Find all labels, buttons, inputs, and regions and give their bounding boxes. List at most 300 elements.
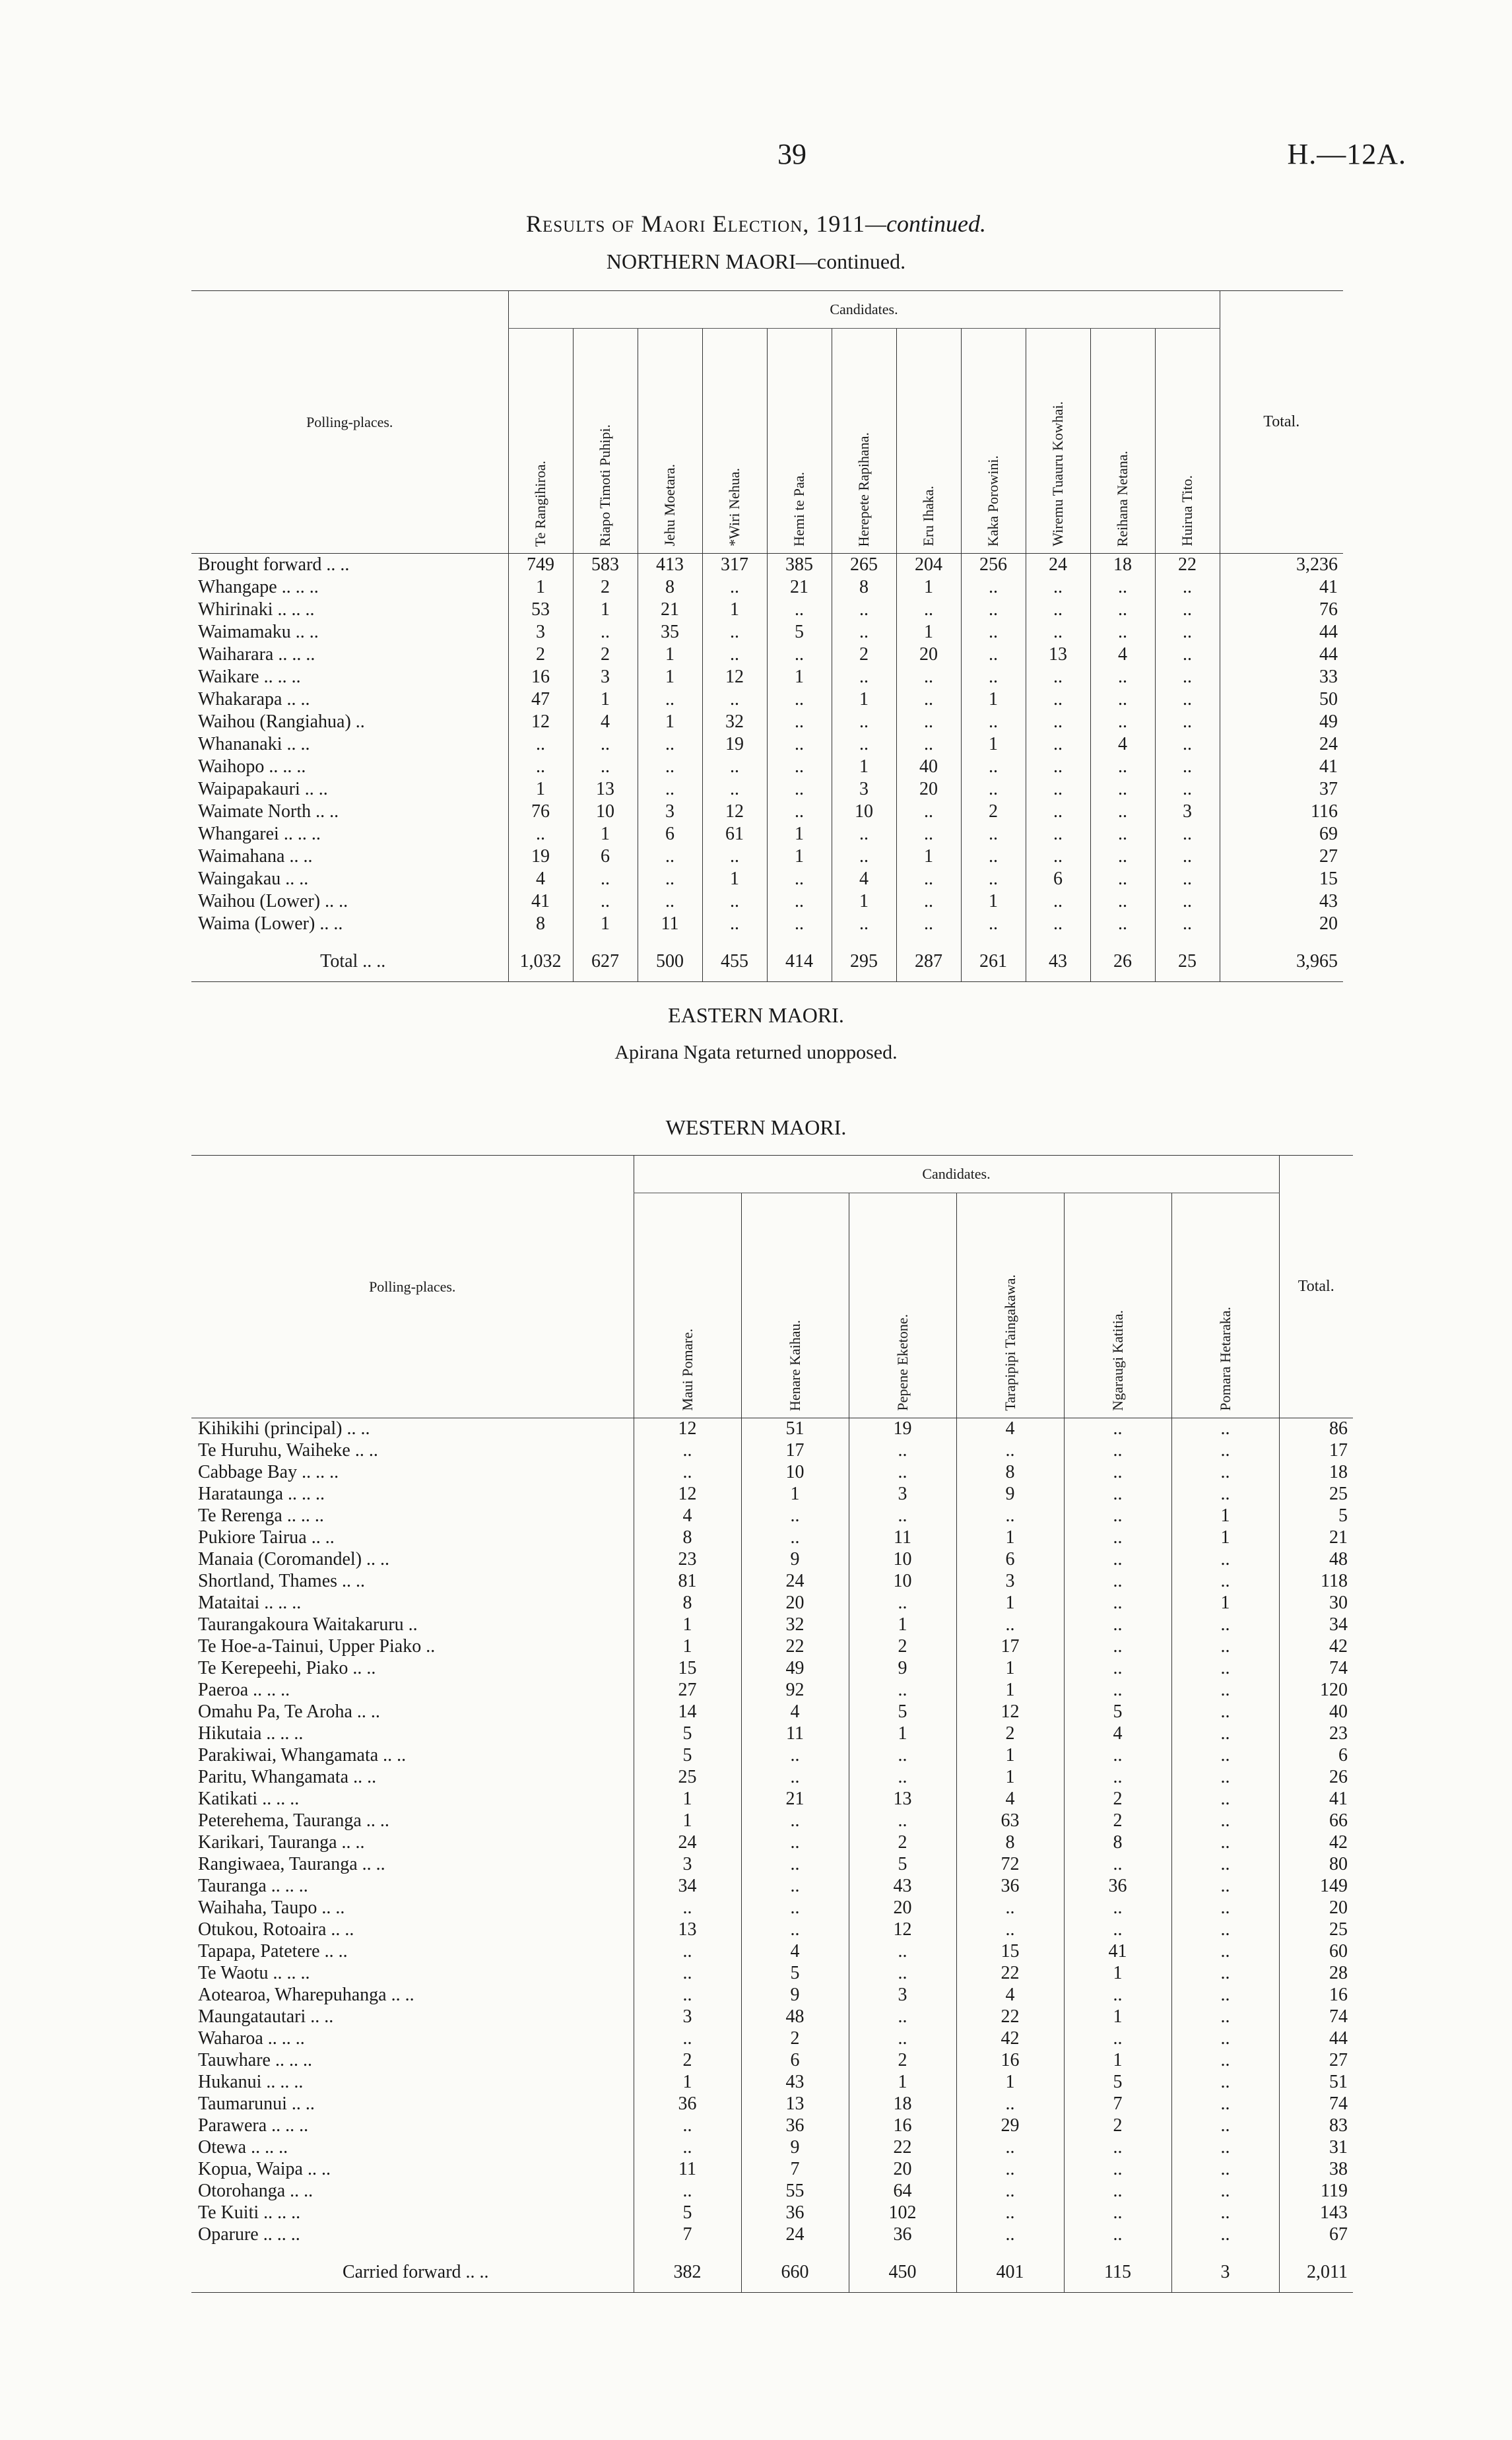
polling-place-name: Kihikihi (principal) .. ..	[191, 1418, 634, 1440]
polling-place-name: Waimate North .. ..	[198, 801, 339, 822]
vote-count: 20	[896, 643, 961, 666]
row-total: 69	[1220, 823, 1343, 845]
polling-place-name: Omahu Pa, Te Aroha .. ..	[198, 1701, 380, 1722]
vote-count: ..	[849, 1505, 956, 1527]
row-total: 27	[1279, 2050, 1353, 2072]
vote-count: 20	[849, 2159, 956, 2181]
vote-count: 2	[849, 1636, 956, 1658]
vote-count: 4	[956, 1418, 1064, 1440]
vote-count: ..	[702, 576, 767, 599]
vote-count: 36	[1064, 1876, 1171, 1897]
vote-count: ..	[1171, 2050, 1279, 2072]
vote-count: 32	[741, 1614, 849, 1636]
vote-count: 1	[573, 823, 638, 845]
vote-count: 19	[702, 733, 767, 756]
vote-count: ..	[767, 890, 832, 913]
vote-count: 14	[634, 1701, 741, 1723]
vote-count: ..	[767, 711, 832, 733]
vote-count: ..	[1064, 2159, 1171, 2181]
vote-count: 8	[1064, 1832, 1171, 1854]
vote-count: ..	[741, 1854, 849, 1876]
vote-count: 8	[956, 1462, 1064, 1484]
vote-count: ..	[961, 599, 1026, 621]
vote-count: ..	[634, 1963, 741, 1985]
vote-count: ..	[1064, 1440, 1171, 1462]
vote-count: ..	[1064, 1919, 1171, 1941]
candidate-name-header	[741, 1193, 849, 1418]
vote-count: 1	[849, 1614, 956, 1636]
candidate-name: Pepene Eketone.	[894, 1314, 911, 1411]
polling-place-name: Mataitai .. .. ..	[198, 1593, 302, 1613]
vote-count: ..	[1090, 823, 1155, 845]
candidate-name: Ngaraugi Katitia.	[1109, 1310, 1126, 1411]
polling-place-name: Waipapakauri .. ..	[198, 778, 328, 799]
polling-place-name: Parawera .. .. ..	[198, 2115, 309, 2136]
vote-count: 1	[956, 1593, 1064, 1614]
row-total: 31	[1279, 2137, 1353, 2159]
polling-place-name: Taurangakoura Waitakaruru ..	[198, 1614, 418, 1635]
vote-count: ..	[767, 801, 832, 823]
vote-count: 3	[573, 666, 638, 688]
row-total: 3,236	[1220, 554, 1343, 576]
vote-count: 2	[849, 2050, 956, 2072]
vote-count: 9	[741, 2137, 849, 2159]
vote-count: ..	[1171, 1810, 1279, 1832]
vote-count: 12	[702, 801, 767, 823]
vote-count: 3	[634, 2006, 741, 2028]
polling-place-name: Oparure .. .. ..	[198, 2224, 300, 2245]
vote-count: 3	[638, 801, 702, 823]
table-row	[191, 845, 1343, 868]
vote-count: 385	[767, 554, 832, 576]
title-trail: —continued.	[865, 211, 987, 237]
vote-count: ..	[508, 823, 573, 845]
vote-count: ..	[1026, 845, 1090, 868]
vote-count: 7	[634, 2224, 741, 2246]
polling-place-name: Harataunga .. .. ..	[198, 1484, 325, 1504]
table-row	[191, 2094, 1353, 2115]
vote-count: ..	[1171, 2115, 1279, 2137]
grand-total: 2,011	[1279, 2246, 1353, 2293]
vote-count: ..	[1171, 2137, 1279, 2159]
vote-count: 9	[741, 1985, 849, 2006]
vote-count: ..	[741, 1767, 849, 1789]
vote-count: ..	[1026, 801, 1090, 823]
vote-count: 12	[634, 1418, 741, 1440]
polling-place-name: Waihaha, Taupo .. ..	[198, 1897, 345, 1918]
row-total: 50	[1220, 688, 1343, 711]
vote-count: 12	[956, 1701, 1064, 1723]
vote-count: 2	[961, 801, 1026, 823]
vote-count: ..	[1171, 1919, 1279, 1941]
row-total: 149	[1279, 1876, 1353, 1897]
polling-place-name: Waimamaku .. ..	[198, 621, 319, 642]
vote-count: ..	[956, 2094, 1064, 2115]
vote-count: 34	[634, 1876, 741, 1897]
vote-count: 1	[896, 845, 961, 868]
vote-count: ..	[1171, 1614, 1279, 1636]
vote-count: ..	[1155, 576, 1220, 599]
vote-count: ..	[1026, 688, 1090, 711]
vote-count: 15	[634, 1658, 741, 1680]
candidate-total: 401	[956, 2246, 1064, 2293]
vote-count: 48	[741, 2006, 849, 2028]
vote-count: 749	[508, 554, 573, 576]
row-total: 74	[1279, 1658, 1353, 1680]
row-total: 44	[1220, 643, 1343, 666]
total-label: Carried forward .. ..	[191, 2246, 634, 2293]
page-number: 39	[777, 138, 806, 170]
vote-count: ..	[638, 845, 702, 868]
polling-place-name: Pukiore Tairua .. ..	[198, 1527, 335, 1548]
row-total: 60	[1279, 1941, 1353, 1963]
table-row	[191, 778, 1343, 801]
vote-count: ..	[1064, 1680, 1171, 1701]
candidate-total: 414	[767, 935, 832, 982]
row-total: 5	[1279, 1505, 1353, 1527]
vote-count: ..	[1155, 711, 1220, 733]
vote-count: ..	[832, 666, 896, 688]
row-total: 44	[1220, 621, 1343, 643]
vote-count: ..	[741, 1832, 849, 1854]
document-reference: H.—12A.	[1287, 138, 1406, 170]
candidate-name: Te Rangihiroa.	[532, 460, 548, 546]
vote-count: ..	[702, 621, 767, 643]
vote-count: 5	[1064, 1701, 1171, 1723]
vote-count: 1	[634, 1789, 741, 1810]
vote-count: ..	[1171, 1440, 1279, 1462]
table-row	[191, 1854, 1353, 1876]
vote-count: ..	[1090, 845, 1155, 868]
table-row	[191, 1919, 1353, 1941]
vote-count: ..	[961, 576, 1026, 599]
vote-count: 92	[741, 1680, 849, 1701]
vote-count: 256	[961, 554, 1026, 576]
vote-count: 5	[634, 1723, 741, 1745]
row-total: 116	[1220, 801, 1343, 823]
vote-count: ..	[767, 913, 832, 935]
vote-count: ..	[702, 688, 767, 711]
vote-count: 3	[634, 1854, 741, 1876]
table-row	[191, 1614, 1353, 1636]
vote-count: ..	[634, 1897, 741, 1919]
vote-count: ..	[741, 1897, 849, 1919]
vote-count: ..	[1064, 1658, 1171, 1680]
vote-count: ..	[1155, 778, 1220, 801]
vote-count: 1	[956, 1745, 1064, 1767]
candidate-name-header	[832, 329, 896, 554]
table-row	[191, 1636, 1353, 1658]
row-total: 49	[1220, 711, 1343, 733]
vote-count: 64	[849, 2181, 956, 2202]
polling-place-name: Waharoa .. .. ..	[198, 2028, 305, 2049]
polling-place-name: Whakarapa .. ..	[198, 688, 310, 709]
vote-count: ..	[961, 778, 1026, 801]
vote-count: 17	[956, 1636, 1064, 1658]
vote-count: ..	[1026, 733, 1090, 756]
polling-place-name: Waima (Lower) .. ..	[198, 913, 343, 934]
vote-count: ..	[956, 1897, 1064, 1919]
vote-count: ..	[1064, 2224, 1171, 2246]
vote-count: ..	[1171, 2028, 1279, 2050]
vote-count: ..	[634, 1440, 741, 1462]
vote-count: ..	[1064, 1571, 1171, 1593]
polling-place-name: Waihou (Lower) .. ..	[198, 890, 348, 911]
candidate-name-header	[1155, 329, 1220, 554]
vote-count: 3	[832, 778, 896, 801]
polling-place-name: Tapapa, Patetere .. ..	[198, 1941, 348, 1962]
vote-count: 1	[961, 733, 1026, 756]
vote-count: ..	[1171, 2181, 1279, 2202]
vote-count: 4	[634, 1505, 741, 1527]
vote-count: ..	[1171, 1658, 1279, 1680]
candidate-name-header	[702, 329, 767, 554]
vote-count: 1	[832, 890, 896, 913]
vote-count: ..	[741, 1919, 849, 1941]
vote-count: 1	[638, 711, 702, 733]
vote-count: 1	[961, 688, 1026, 711]
vote-count: ..	[1155, 756, 1220, 778]
vote-count: ..	[638, 733, 702, 756]
vote-count: ..	[1090, 801, 1155, 823]
vote-count: 3	[508, 621, 573, 643]
vote-count: ..	[1064, 2028, 1171, 2050]
northern-heading: NORTHERN MAORI—continued.	[606, 249, 906, 273]
vote-count: 13	[849, 1789, 956, 1810]
row-total: 16	[1279, 1985, 1353, 2006]
vote-count: 2	[1064, 2115, 1171, 2137]
vote-count: 1	[508, 576, 573, 599]
candidate-name: Eru Ihaka.	[920, 486, 937, 546]
vote-count: 36	[849, 2224, 956, 2246]
row-total: 34	[1279, 1614, 1353, 1636]
vote-count: 1	[634, 1636, 741, 1658]
candidate-name-header	[1090, 329, 1155, 554]
vote-count: ..	[767, 756, 832, 778]
vote-count: ..	[832, 733, 896, 756]
vote-count: ..	[508, 756, 573, 778]
table-row	[191, 1701, 1353, 1723]
vote-count: ..	[1155, 666, 1220, 688]
vote-count: ..	[1064, 1484, 1171, 1505]
vote-count: ..	[1026, 890, 1090, 913]
vote-count: 1	[573, 688, 638, 711]
vote-count: 2	[849, 1832, 956, 1854]
vote-count: 9	[741, 1549, 849, 1571]
vote-count: ..	[702, 845, 767, 868]
polling-place-name: Te Kerepeehi, Piako .. ..	[198, 1658, 376, 1678]
vote-count: ..	[832, 599, 896, 621]
vote-count: 12	[849, 1919, 956, 1941]
grand-total: 3,965	[1220, 935, 1343, 982]
vote-count: 2	[573, 643, 638, 666]
vote-count: 72	[956, 1854, 1064, 1876]
vote-count: ..	[638, 688, 702, 711]
table-row	[191, 1789, 1353, 1810]
vote-count: ..	[1026, 576, 1090, 599]
vote-count: 1	[956, 2072, 1064, 2094]
candidate-name: Kaka Porowini.	[985, 455, 1001, 546]
vote-count: ..	[1064, 1527, 1171, 1549]
vote-count: 35	[638, 621, 702, 643]
candidate-name-header	[634, 1193, 741, 1418]
vote-count: ..	[741, 1505, 849, 1527]
vote-count: ..	[896, 599, 961, 621]
vote-count: 76	[508, 801, 573, 823]
vote-count: ..	[1064, 2181, 1171, 2202]
polling-place-name: Kopua, Waipa .. ..	[198, 2159, 331, 2179]
vote-count: 13	[1026, 643, 1090, 666]
table-row	[191, 1897, 1353, 1919]
vote-count: 22	[849, 2137, 956, 2159]
row-total: 74	[1279, 2094, 1353, 2115]
vote-count: ..	[1064, 2202, 1171, 2224]
vote-count: ..	[573, 621, 638, 643]
vote-count: ..	[1090, 666, 1155, 688]
candidate-name: Maui Pomare.	[678, 1329, 696, 1411]
vote-count: ..	[896, 868, 961, 890]
vote-count: 1	[767, 823, 832, 845]
polling-place-name: Waihopo .. .. ..	[198, 756, 306, 777]
vote-count: 11	[741, 1723, 849, 1745]
polling-place-name: Waihou (Rangiahua) ..	[198, 711, 365, 732]
vote-count: 1	[956, 1527, 1064, 1549]
row-total: 41	[1220, 756, 1343, 778]
row-total: 120	[1279, 1680, 1353, 1701]
polling-place-name: Manaia (Coromandel) .. ..	[198, 1549, 390, 1569]
vote-count: 29	[956, 2115, 1064, 2137]
vote-count: 5	[634, 2202, 741, 2224]
table-row	[191, 890, 1343, 913]
vote-count: ..	[1064, 1505, 1171, 1527]
polling-place-name: Tauranga .. .. ..	[198, 1876, 308, 1896]
vote-count: ..	[849, 1440, 956, 1462]
vote-count: 1	[1064, 1963, 1171, 1985]
vote-count: ..	[741, 1745, 849, 1767]
vote-count: 1	[896, 576, 961, 599]
vote-count: 25	[634, 1767, 741, 1789]
vote-count: 1	[573, 913, 638, 935]
vote-count: 4	[1064, 1723, 1171, 1745]
candidate-total: 455	[702, 935, 767, 982]
vote-count: ..	[1155, 621, 1220, 643]
vote-count: ..	[1171, 1985, 1279, 2006]
vote-count: 10	[832, 801, 896, 823]
polling-place-name: Waiharara .. .. ..	[198, 643, 315, 665]
candidate-total: 43	[1026, 935, 1090, 982]
vote-count: ..	[961, 756, 1026, 778]
vote-count: ..	[1090, 890, 1155, 913]
vote-count: 13	[741, 2094, 849, 2115]
vote-count: 12	[508, 711, 573, 733]
vote-count: 21	[741, 1789, 849, 1810]
vote-count: 4	[832, 868, 896, 890]
vote-count: ..	[1064, 1745, 1171, 1767]
vote-count: 1	[767, 845, 832, 868]
row-total: 18	[1279, 1462, 1353, 1484]
candidate-name: Herepete Rapihana.	[855, 432, 872, 546]
vote-count: ..	[638, 778, 702, 801]
candidate-total: 3	[1171, 2246, 1279, 2293]
vote-count: ..	[1026, 711, 1090, 733]
table-row	[191, 1484, 1353, 1505]
vote-count: 1	[849, 2072, 956, 2094]
row-total: 21	[1279, 1527, 1353, 1549]
polling-place-name: Waimahana .. ..	[198, 845, 313, 867]
vote-count: 7	[1064, 2094, 1171, 2115]
vote-count: ..	[767, 599, 832, 621]
polling-place-name: Te Waotu .. .. ..	[198, 1963, 310, 1983]
polling-place-name: Te Kuiti .. .. ..	[198, 2202, 301, 2223]
candidate-name: Wiremu Tuauru Kowhai.	[1049, 401, 1066, 546]
vote-count: ..	[956, 2224, 1064, 2246]
vote-count: ..	[1090, 621, 1155, 643]
vote-count: 49	[741, 1658, 849, 1680]
vote-count: ..	[832, 711, 896, 733]
vote-count: 41	[1064, 1941, 1171, 1963]
vote-count: ..	[741, 1527, 849, 1549]
polling-place-name: Cabbage Bay .. .. ..	[198, 1462, 339, 1482]
vote-count: ..	[849, 1963, 956, 1985]
vote-count: 18	[1090, 554, 1155, 576]
vote-count: 2	[1064, 1810, 1171, 1832]
vote-count: ..	[638, 890, 702, 913]
vote-count: ..	[1171, 1571, 1279, 1593]
row-total: 44	[1279, 2028, 1353, 2050]
table-row	[191, 1810, 1353, 1832]
table-row	[191, 1527, 1353, 1549]
vote-count: ..	[573, 756, 638, 778]
vote-count: ..	[1155, 688, 1220, 711]
vote-count: 8	[634, 1593, 741, 1614]
vote-count: 11	[849, 1527, 956, 1549]
table-row	[191, 2115, 1353, 2137]
vote-count: ..	[961, 643, 1026, 666]
vote-count: 6	[638, 823, 702, 845]
table-row	[191, 1658, 1353, 1680]
vote-count: ..	[896, 823, 961, 845]
table-row	[191, 756, 1343, 778]
polling-place-name: Waingakau .. ..	[198, 868, 309, 889]
vote-count: ..	[896, 890, 961, 913]
vote-count: ..	[741, 1810, 849, 1832]
vote-count: 1	[741, 1484, 849, 1505]
vote-count: 36	[956, 1876, 1064, 1897]
vote-count: ..	[961, 621, 1026, 643]
vote-count: 63	[956, 1810, 1064, 1832]
candidate-total: 382	[634, 2246, 741, 2293]
table-row	[191, 1985, 1353, 2006]
vote-count: ..	[702, 756, 767, 778]
row-total: 76	[1220, 599, 1343, 621]
table-row	[191, 823, 1343, 845]
polling-place-name: Otorohanga .. ..	[198, 2181, 313, 2201]
vote-count: 6	[573, 845, 638, 868]
vote-count: 7	[741, 2159, 849, 2181]
vote-count: 1	[1064, 2006, 1171, 2028]
western-heading: WESTERN MAORI.	[665, 1115, 847, 1139]
vote-count: 20	[741, 1593, 849, 1614]
vote-count: 2	[634, 2050, 741, 2072]
table-row	[191, 1549, 1353, 1571]
candidate-name-header	[573, 329, 638, 554]
candidate-name: Hemi te Paa.	[791, 471, 807, 546]
vote-count: 3	[956, 1571, 1064, 1593]
vote-count: ..	[1064, 1767, 1171, 1789]
vote-count: 55	[741, 2181, 849, 2202]
row-total: 86	[1279, 1418, 1353, 1440]
vote-count: ..	[956, 1505, 1064, 1527]
